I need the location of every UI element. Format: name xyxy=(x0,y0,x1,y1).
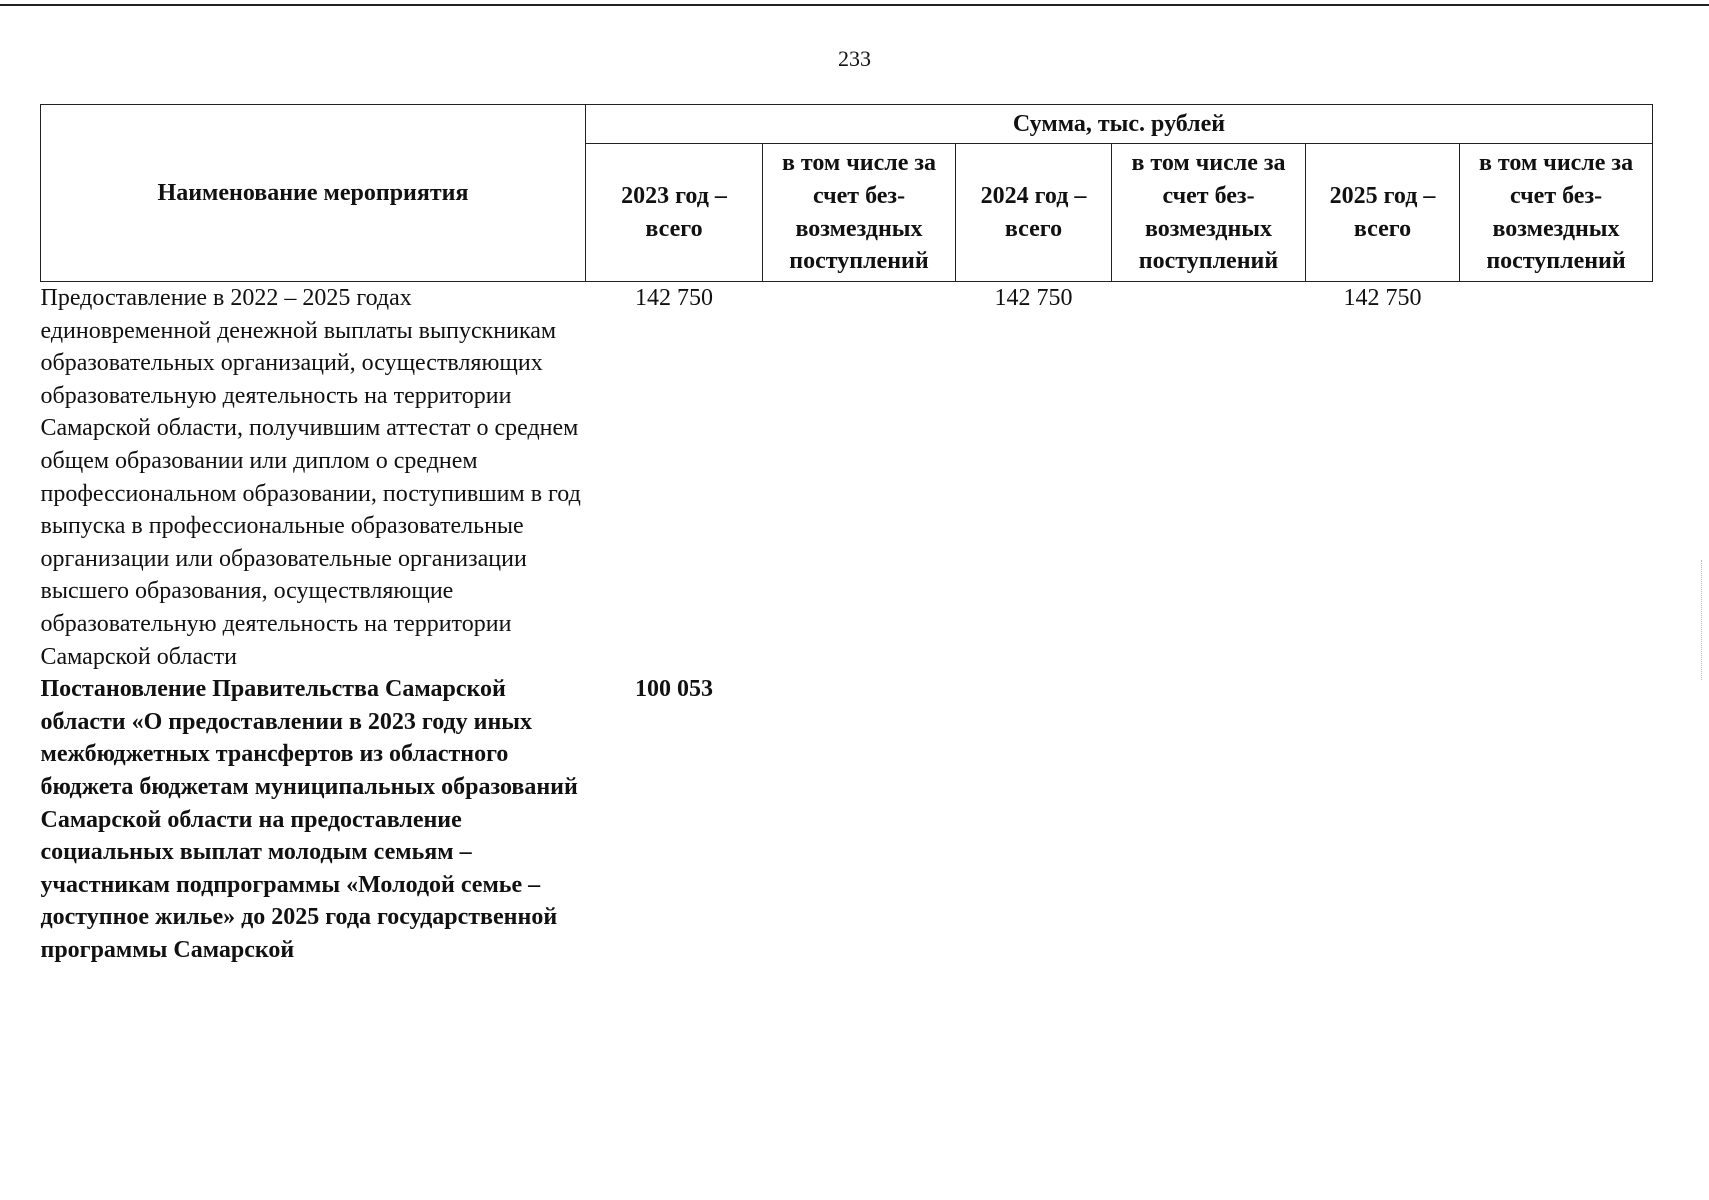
top-border-line xyxy=(0,4,1709,6)
column-header-2025-total: 2025 год – всего xyxy=(1306,144,1460,282)
amount-2024-total xyxy=(956,673,1112,966)
scan-edge-mark xyxy=(1701,560,1703,680)
amount-2024-total: 142 750 xyxy=(994,285,1073,311)
column-header-2023-grants: в том числе за счет без-возмездных поступлений xyxy=(763,144,956,282)
amount-2025-grants xyxy=(1460,673,1653,966)
amount-2025-total xyxy=(1306,673,1460,966)
table-row xyxy=(41,673,1653,966)
page-number: 233 xyxy=(838,46,871,71)
table-row xyxy=(41,282,1653,674)
amount-2023-grants xyxy=(763,673,956,966)
activity-name: Постановление Правительства Самарской области «О предоставлении в 2023 году иных межбюджетных трансфертов из областного бюджета бюджетам муниципальных образований Самарской области на предоставление социальных выплат молодым семьям – участникам подпрограммы «Молодой семье – доступное жилье» до 2025 года государственной программы Самарской xyxy=(40,676,578,963)
column-header-2024-total: 2024 год – всего xyxy=(956,144,1112,282)
amount-2023-total: 100 053 xyxy=(635,676,713,703)
amount-2025-total: 142 750 xyxy=(1343,285,1422,311)
column-header-2025-grants: в том числе за счет без-возмездных поступлений xyxy=(1460,144,1653,282)
column-header-name: Наименование мероприятия xyxy=(41,105,586,282)
column-group-header-sum: Сумма, тыс. рублей xyxy=(586,105,1653,144)
amount-2023-grants xyxy=(763,282,956,674)
budget-table xyxy=(40,104,1653,966)
amount-2025-grants xyxy=(1460,282,1653,674)
activity-name: Предоставление в 2022 – 2025 годах единовременной денежной выплаты выпускникам образовательных организаций, осуществляющих образовательную деятельность на территории Самарской области, получившим аттестат о среднем общем образовании или диплом о среднем профессиональном образовании, поступившим в год выпуска в профессиональные образовательные организации или образовательные организации высшего образования, осуществляющие образовательную деятельность на территории Самарской области xyxy=(40,285,581,670)
amount-2023-total: 142 750 xyxy=(635,285,713,311)
column-header-2023-total: 2023 год – всего xyxy=(586,144,763,282)
amount-2024-grants xyxy=(1112,673,1306,966)
amount-2024-grants xyxy=(1112,282,1306,674)
column-header-2024-grants: в том числе за счет без-возмездных поступлений xyxy=(1112,144,1306,282)
